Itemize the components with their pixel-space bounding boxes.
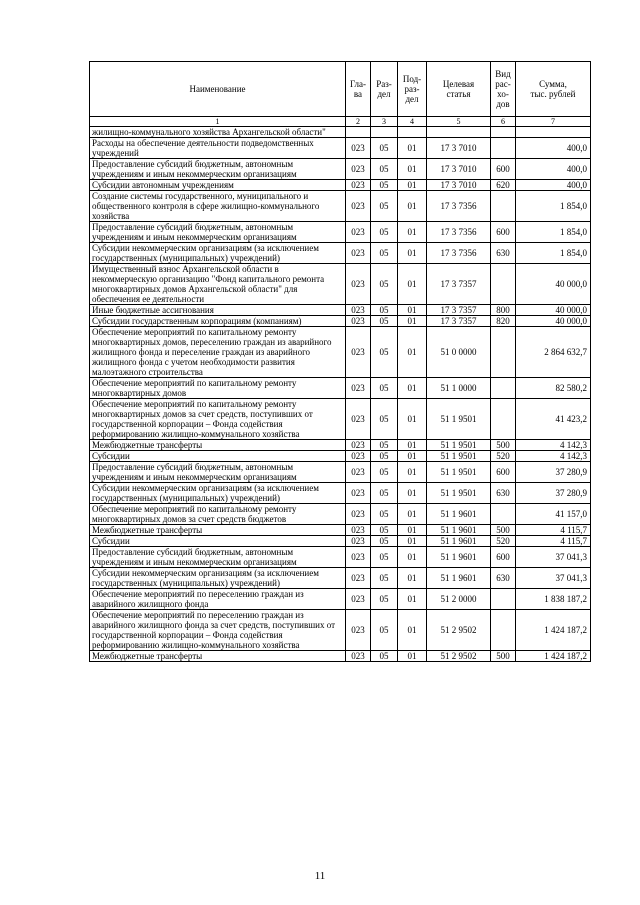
row-razdel: 05 <box>371 610 398 651</box>
row-glava: 023 <box>346 378 371 399</box>
row-razdel: 05 <box>371 568 398 589</box>
row-podrazdel: 01 <box>398 399 427 440</box>
row-summa: 4 115,7 <box>516 536 591 547</box>
table-row <box>90 316 591 327</box>
column-number: 2 <box>346 117 371 127</box>
row-name: Предоставление субсидий бюджетным, автономным учреждениям и иным некоммерческим организациям <box>90 159 346 180</box>
row-vid <box>491 327 516 378</box>
row-statya: 17 3 7356 <box>427 222 491 243</box>
row-summa: 37 041,3 <box>516 547 591 568</box>
row-statya: 17 3 7357 <box>427 316 491 327</box>
row-statya: 17 3 7357 <box>427 305 491 316</box>
row-name: Имущественный взнос Архангельской области в некоммерческую организацию "Фонд капитального ремонта многоквартирных домов Архангельской области" для обеспечения ее деятельности <box>90 264 346 305</box>
row-summa: 40 000,0 <box>516 305 591 316</box>
row-razdel: 05 <box>371 451 398 462</box>
row-razdel: 05 <box>371 399 398 440</box>
row-vid: 600 <box>491 547 516 568</box>
table-row <box>90 589 591 610</box>
row-vid <box>491 378 516 399</box>
row-podrazdel: 01 <box>398 440 427 451</box>
row-podrazdel: 01 <box>398 651 427 662</box>
row-summa: 37 041,3 <box>516 568 591 589</box>
row-razdel: 05 <box>371 243 398 264</box>
row-name: Обеспечение мероприятий по переселению граждан из аварийного жилищного фонда <box>90 589 346 610</box>
row-summa: 1 838 187,2 <box>516 589 591 610</box>
row-glava: 023 <box>346 264 371 305</box>
row-summa: 37 280,9 <box>516 483 591 504</box>
row-name: Межбюджетные трансферты <box>90 651 346 662</box>
header-name: Наименование <box>90 62 346 117</box>
row-vid <box>491 589 516 610</box>
column-numbers-row <box>90 117 591 127</box>
row-statya <box>427 127 491 138</box>
row-name: Субсидии некоммерческим организациям (за исключением государственных (муниципальных) учреждений) <box>90 243 346 264</box>
table-row <box>90 191 591 222</box>
row-summa: 400,0 <box>516 138 591 159</box>
row-razdel: 05 <box>371 378 398 399</box>
row-summa: 1 424 187,2 <box>516 610 591 651</box>
row-podrazdel: 01 <box>398 180 427 191</box>
row-statya: 51 1 9601 <box>427 525 491 536</box>
row-glava: 023 <box>346 525 371 536</box>
row-glava: 023 <box>346 589 371 610</box>
header-razdel: Раз- дел <box>371 62 398 117</box>
row-podrazdel: 01 <box>398 462 427 483</box>
row-razdel: 05 <box>371 525 398 536</box>
row-podrazdel: 01 <box>398 305 427 316</box>
row-statya: 51 1 9501 <box>427 440 491 451</box>
row-statya: 51 1 9501 <box>427 462 491 483</box>
row-podrazdel: 01 <box>398 316 427 327</box>
row-name: Межбюджетные трансферты <box>90 525 346 536</box>
row-vid: 500 <box>491 525 516 536</box>
row-glava: 023 <box>346 138 371 159</box>
table-row <box>90 180 591 191</box>
row-name: Субсидии некоммерческим организациям (за исключением государственных (муниципальных) учреждений) <box>90 483 346 504</box>
row-name: Субсидии государственным корпорациям (компаниям) <box>90 316 346 327</box>
row-razdel: 05 <box>371 589 398 610</box>
row-razdel: 05 <box>371 264 398 305</box>
row-glava: 023 <box>346 440 371 451</box>
row-name: Предоставление субсидий бюджетным, автономным учреждениям и иным некоммерческим организациям <box>90 547 346 568</box>
row-vid: 500 <box>491 651 516 662</box>
table-row <box>90 264 591 305</box>
table-row <box>90 610 591 651</box>
row-vid <box>491 138 516 159</box>
row-razdel: 05 <box>371 316 398 327</box>
table-row <box>90 159 591 180</box>
row-razdel: 05 <box>371 504 398 525</box>
row-vid: 630 <box>491 568 516 589</box>
row-vid: 800 <box>491 305 516 316</box>
row-podrazdel: 01 <box>398 536 427 547</box>
row-vid <box>491 504 516 525</box>
row-statya: 51 2 9502 <box>427 651 491 662</box>
row-glava: 023 <box>346 159 371 180</box>
row-name: Обеспечение мероприятий по капитальному ремонту многоквартирных домов <box>90 378 346 399</box>
row-name: Субсидии <box>90 451 346 462</box>
header-vid: Вид рас- хо- дов <box>491 62 516 117</box>
row-name: Создание системы государственного, муниципального и общественного контроля в сфере жилищно-коммунального хозяйства <box>90 191 346 222</box>
row-glava: 023 <box>346 305 371 316</box>
page-number: 11 <box>314 870 326 882</box>
row-statya: 51 1 9601 <box>427 568 491 589</box>
row-statya: 17 3 7010 <box>427 159 491 180</box>
row-razdel: 05 <box>371 222 398 243</box>
table-row <box>90 462 591 483</box>
row-statya: 51 1 9601 <box>427 536 491 547</box>
row-summa: 1 854,0 <box>516 191 591 222</box>
row-podrazdel: 01 <box>398 568 427 589</box>
table-row <box>90 222 591 243</box>
header-statya: Целевая статья <box>427 62 491 117</box>
column-number: 5 <box>427 117 491 127</box>
row-statya: 17 3 7010 <box>427 180 491 191</box>
table-row <box>90 127 591 138</box>
row-summa: 40 000,0 <box>516 316 591 327</box>
table-row <box>90 547 591 568</box>
row-statya: 17 3 7010 <box>427 138 491 159</box>
row-vid: 820 <box>491 316 516 327</box>
row-vid: 630 <box>491 483 516 504</box>
row-statya: 51 1 0000 <box>427 378 491 399</box>
row-name: Обеспечение мероприятий по переселению граждан из аварийного жилищного фонда за счет средств, поступивших от государственной корпорации – Фонда содействия реформированию жилищно-коммунального хозяйства <box>90 610 346 651</box>
row-vid: 500 <box>491 440 516 451</box>
row-razdel: 05 <box>371 536 398 547</box>
table-row <box>90 504 591 525</box>
row-glava: 023 <box>346 451 371 462</box>
row-vid: 600 <box>491 222 516 243</box>
column-number: 3 <box>371 117 398 127</box>
row-name: жилищно-коммунального хозяйства Архангельской области" <box>90 127 346 138</box>
table-row <box>90 525 591 536</box>
row-vid: 600 <box>491 159 516 180</box>
row-podrazdel: 01 <box>398 483 427 504</box>
row-glava: 023 <box>346 327 371 378</box>
row-statya: 51 1 9501 <box>427 399 491 440</box>
row-vid: 600 <box>491 462 516 483</box>
row-statya: 17 3 7357 <box>427 264 491 305</box>
row-razdel: 05 <box>371 483 398 504</box>
row-glava: 023 <box>346 243 371 264</box>
row-podrazdel: 01 <box>398 504 427 525</box>
row-glava: 023 <box>346 568 371 589</box>
row-glava: 023 <box>346 180 371 191</box>
table-row <box>90 568 591 589</box>
row-glava: 023 <box>346 547 371 568</box>
table-row <box>90 243 591 264</box>
row-vid: 630 <box>491 243 516 264</box>
table-row <box>90 399 591 440</box>
row-statya: 51 1 9601 <box>427 504 491 525</box>
row-statya: 51 2 0000 <box>427 589 491 610</box>
row-podrazdel: 01 <box>398 159 427 180</box>
row-glava: 023 <box>346 610 371 651</box>
table-row <box>90 138 591 159</box>
row-podrazdel: 01 <box>398 525 427 536</box>
row-razdel: 05 <box>371 651 398 662</box>
row-summa: 1 854,0 <box>516 222 591 243</box>
row-statya: 51 0 0000 <box>427 327 491 378</box>
row-statya: 51 2 9502 <box>427 610 491 651</box>
row-razdel: 05 <box>371 327 398 378</box>
header-summa: Сумма, тыс. рублей <box>516 62 591 117</box>
row-name: Обеспечение мероприятий по капитальному ремонту многоквартирных домов за счет средств бюджетов <box>90 504 346 525</box>
row-razdel: 05 <box>371 180 398 191</box>
row-glava: 023 <box>346 651 371 662</box>
row-glava: 023 <box>346 191 371 222</box>
row-podrazdel: 01 <box>398 378 427 399</box>
row-podrazdel: 01 <box>398 243 427 264</box>
row-glava: 023 <box>346 399 371 440</box>
row-statya: 51 1 9601 <box>427 547 491 568</box>
row-summa: 41 423,2 <box>516 399 591 440</box>
row-razdel: 05 <box>371 462 398 483</box>
table-row <box>90 483 591 504</box>
row-statya: 51 1 9501 <box>427 483 491 504</box>
row-podrazdel: 01 <box>398 589 427 610</box>
row-summa: 4 142,3 <box>516 451 591 462</box>
row-podrazdel: 01 <box>398 191 427 222</box>
row-summa: 41 157,0 <box>516 504 591 525</box>
row-name: Обеспечение мероприятий по капитальному ремонту многоквартирных домов за счет средств, поступивших от государственной корпорации – Фонда содействия реформированию жилищно-коммунального хозяйства <box>90 399 346 440</box>
table-row <box>90 440 591 451</box>
row-vid <box>491 191 516 222</box>
header-row <box>90 62 591 117</box>
row-name: Предоставление субсидий бюджетным, автономным учреждениям и иным некоммерческим организациям <box>90 462 346 483</box>
row-glava: 023 <box>346 462 371 483</box>
row-vid: 520 <box>491 536 516 547</box>
row-vid <box>491 127 516 138</box>
row-glava: 023 <box>346 483 371 504</box>
table-row <box>90 536 591 547</box>
table-row <box>90 378 591 399</box>
column-number: 6 <box>491 117 516 127</box>
row-vid <box>491 610 516 651</box>
row-name: Субсидии <box>90 536 346 547</box>
row-podrazdel: 01 <box>398 222 427 243</box>
header-podrazdel: Под- раз- дел <box>398 62 427 117</box>
row-name: Межбюджетные трансферты <box>90 440 346 451</box>
row-glava: 023 <box>346 222 371 243</box>
row-summa: 37 280,9 <box>516 462 591 483</box>
row-summa: 40 000,0 <box>516 264 591 305</box>
row-glava <box>346 127 371 138</box>
row-statya: 17 3 7356 <box>427 191 491 222</box>
row-podrazdel: 01 <box>398 547 427 568</box>
row-statya: 17 3 7356 <box>427 243 491 264</box>
row-glava: 023 <box>346 504 371 525</box>
row-summa: 1 854,0 <box>516 243 591 264</box>
row-name: Иные бюджетные ассигнования <box>90 305 346 316</box>
row-vid <box>491 264 516 305</box>
table-row <box>90 651 591 662</box>
row-razdel: 05 <box>371 440 398 451</box>
row-name: Обеспечение мероприятий по капитальному ремонту многоквартирных домов, переселению граждан из аварийного жилищного фонда и переселение граждан из аварийного жилищного фонда с учетом необходимости развития малоэтажного строительства <box>90 327 346 378</box>
row-podrazdel: 01 <box>398 451 427 462</box>
row-glava: 023 <box>346 316 371 327</box>
column-number: 1 <box>90 117 346 127</box>
budget-table <box>89 61 591 662</box>
table-body <box>90 127 591 662</box>
row-summa: 4 142,3 <box>516 440 591 451</box>
row-summa: 4 115,7 <box>516 525 591 536</box>
row-name: Субсидии автономным учреждениям <box>90 180 346 191</box>
row-podrazdel: 01 <box>398 610 427 651</box>
row-podrazdel <box>398 127 427 138</box>
column-number: 7 <box>516 117 591 127</box>
row-vid: 520 <box>491 451 516 462</box>
row-razdel: 05 <box>371 159 398 180</box>
row-statya: 51 1 9501 <box>427 451 491 462</box>
row-summa: 1 424 187,2 <box>516 651 591 662</box>
row-name: Расходы на обеспечение деятельности подведомственных учреждений <box>90 138 346 159</box>
row-razdel <box>371 127 398 138</box>
row-razdel: 05 <box>371 191 398 222</box>
header-glava: Гла- ва <box>346 62 371 117</box>
row-vid: 620 <box>491 180 516 191</box>
row-razdel: 05 <box>371 305 398 316</box>
row-glava: 023 <box>346 536 371 547</box>
row-summa: 400,0 <box>516 159 591 180</box>
column-number: 4 <box>398 117 427 127</box>
row-name: Предоставление субсидий бюджетным, автономным учреждениям и иным некоммерческим организациям <box>90 222 346 243</box>
row-summa <box>516 127 591 138</box>
row-summa: 82 580,2 <box>516 378 591 399</box>
row-vid <box>491 399 516 440</box>
table-row <box>90 305 591 316</box>
row-name: Субсидии некоммерческим организациям (за исключением государственных (муниципальных) учреждений) <box>90 568 346 589</box>
table-row <box>90 451 591 462</box>
table-row <box>90 327 591 378</box>
row-podrazdel: 01 <box>398 138 427 159</box>
row-podrazdel: 01 <box>398 327 427 378</box>
row-summa: 2 864 632,7 <box>516 327 591 378</box>
row-podrazdel: 01 <box>398 264 427 305</box>
row-razdel: 05 <box>371 547 398 568</box>
row-razdel: 05 <box>371 138 398 159</box>
row-summa: 400,0 <box>516 180 591 191</box>
